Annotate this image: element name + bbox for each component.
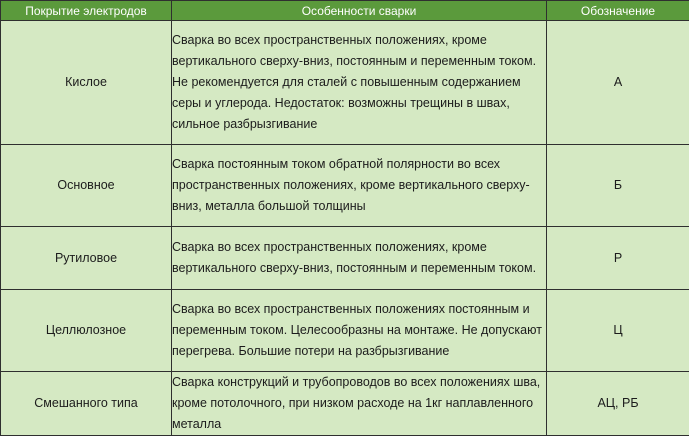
mark-cell: АЦ, РБ: [547, 372, 689, 436]
mark-cell: Р: [547, 227, 689, 290]
mark-cell: А: [547, 21, 689, 145]
table-row: [1, 21, 689, 145]
coating-cell: Целлюлозное: [1, 290, 172, 372]
table-row: [1, 145, 689, 227]
coating-cell: Рутиловое: [1, 227, 172, 290]
table-row: [1, 227, 689, 290]
features-cell: [172, 290, 547, 372]
header-row: [1, 1, 689, 21]
coating-cell: Основное: [1, 145, 172, 227]
header-coating: Покрытие электродов: [1, 1, 172, 21]
features-text: Сварка во всех пространственных положениях постоянным и переменным током. Целесообразны на монтаже. Не допускают перегрева. Большие потери на разбрызгивание: [172, 299, 546, 362]
coating-cell: Смешанного типа: [1, 372, 172, 436]
table-body: [1, 21, 689, 436]
features-text: Сварка конструкций и трубопроводов во всех положениях шва, кроме потолочного, при низком расходе на 1кг наплавленного металла: [172, 372, 546, 435]
header-mark: Обозначение: [547, 1, 689, 21]
features-cell: [172, 21, 547, 145]
features-cell: [172, 372, 547, 436]
features-cell: [172, 227, 547, 290]
features-cell: [172, 145, 547, 227]
features-text: Сварка во всех пространственных положениях, кроме вертикального сверху-вниз, постоянным и переменным током.: [172, 237, 546, 279]
mark-cell: Б: [547, 145, 689, 227]
table-header: [1, 1, 689, 21]
table-row: [1, 372, 689, 436]
mark-cell: Ц: [547, 290, 689, 372]
coating-cell: Кислое: [1, 21, 172, 145]
features-text: Сварка во всех пространственных положениях, кроме вертикального сверху-вниз, постоянным и переменным током. Не рекомендуется для сталей с повышенным содержанием серы и углерода. Недостаток: возможны трещины в швах, сильное разбрызгивание: [172, 30, 546, 135]
features-text: Сварка постоянным током обратной полярности во всех пространственных положениях, кроме вертикального сверху-вниз, металла большой толщины: [172, 154, 546, 217]
table-row: [1, 290, 689, 372]
header-features: Особенности сварки: [172, 1, 547, 21]
